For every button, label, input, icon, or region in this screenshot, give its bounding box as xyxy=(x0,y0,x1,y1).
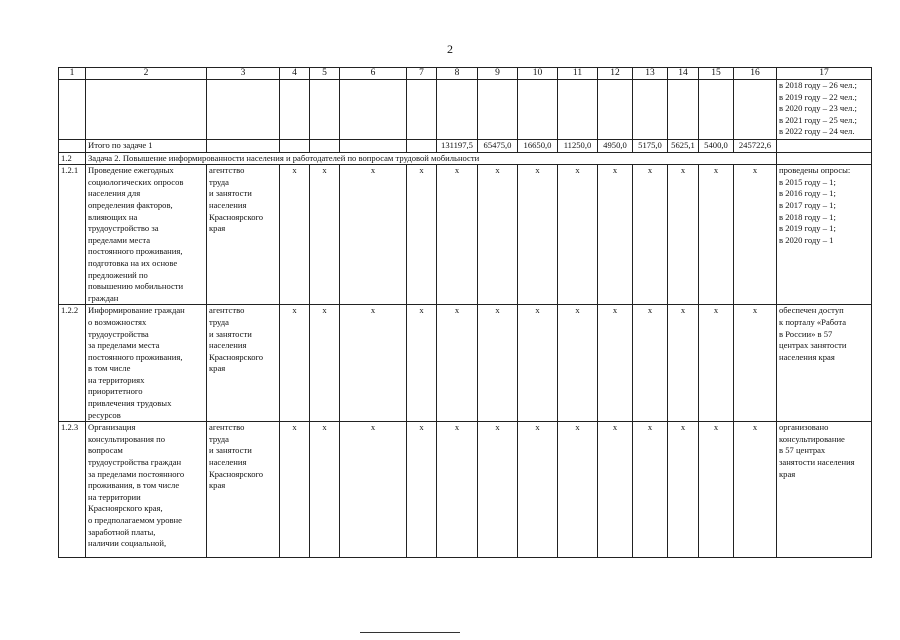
x-mark: х xyxy=(310,305,340,422)
col-header: 1 xyxy=(59,68,86,80)
x-mark: х xyxy=(668,305,699,422)
task-title: Задача 2. Повышение информированности населения и работодателей по вопросам трудовой мобильности xyxy=(86,152,777,165)
x-mark: х xyxy=(437,422,478,558)
total-value: 5625,1 xyxy=(668,140,699,153)
result-cell: организовано консультирование в 57 центрах занятости населения края xyxy=(777,422,872,558)
x-mark: х xyxy=(437,305,478,422)
responsible-agency: агентство труда и занятости населения Красноярского края xyxy=(207,422,280,558)
x-mark: х xyxy=(633,422,668,558)
col-header: 16 xyxy=(734,68,777,80)
x-mark: х xyxy=(598,422,633,558)
table-row xyxy=(59,165,872,305)
total-value: 11250,0 xyxy=(558,140,598,153)
col-header: 10 xyxy=(518,68,558,80)
x-mark: х xyxy=(598,165,633,305)
total-value: 5175,0 xyxy=(633,140,668,153)
total-value: 65475,0 xyxy=(478,140,518,153)
header-row xyxy=(59,68,872,80)
col-header: 3 xyxy=(207,68,280,80)
x-mark: х xyxy=(478,305,518,422)
col-header: 13 xyxy=(633,68,668,80)
table-row xyxy=(59,305,872,422)
x-mark: х xyxy=(558,422,598,558)
x-mark: х xyxy=(558,305,598,422)
x-mark: х xyxy=(280,422,310,558)
x-mark: х xyxy=(734,165,777,305)
x-mark: х xyxy=(518,305,558,422)
total-value: 5400,0 xyxy=(699,140,734,153)
col-header: 8 xyxy=(437,68,478,80)
total-label: Итого по задаче 1 xyxy=(86,140,207,153)
x-mark: х xyxy=(407,165,437,305)
responsible-agency: агентство труда и занятости населения Красноярского края xyxy=(207,165,280,305)
x-mark: х xyxy=(699,165,734,305)
x-mark: х xyxy=(478,422,518,558)
measure-name: Организация консультирования по вопросам трудоустройства граждан за пределами постоянного проживания, в том числе на территории Красноярского края, о предполагаемом уровне заработной платы, наличии социальной, xyxy=(86,422,207,558)
col-header: 5 xyxy=(310,68,340,80)
x-mark: х xyxy=(280,305,310,422)
x-mark: х xyxy=(518,422,558,558)
x-mark: х xyxy=(340,422,407,558)
result-cell: в 2018 году – 26 чел.; в 2019 году – 22 чел.; в 2020 году – 23 чел.; в 2021 году – 25 чел.; в 2022 году – 24 чел. xyxy=(777,80,872,140)
x-mark: х xyxy=(633,165,668,305)
x-mark: х xyxy=(734,305,777,422)
footer-divider xyxy=(360,632,460,633)
col-header: 11 xyxy=(558,68,598,80)
row-number: 1.2.1 xyxy=(59,165,86,305)
x-mark: х xyxy=(633,305,668,422)
row-number: 1.2.2 xyxy=(59,305,86,422)
col-header: 2 xyxy=(86,68,207,80)
row-number: 1.2.3 xyxy=(59,422,86,558)
responsible-agency: агентство труда и занятости населения Красноярского края xyxy=(207,305,280,422)
col-header: 15 xyxy=(699,68,734,80)
total-value: 16650,0 xyxy=(518,140,558,153)
x-mark: х xyxy=(280,165,310,305)
x-mark: х xyxy=(699,305,734,422)
x-mark: х xyxy=(668,422,699,558)
page-number: 2 xyxy=(447,42,453,56)
total-row xyxy=(59,140,872,153)
x-mark: х xyxy=(558,165,598,305)
result-cell: проведены опросы: в 2015 году – 1; в 2016 году – 1; в 2017 году – 1; в 2018 году – 1; в 2019 году – 1; в 2020 году – 1 xyxy=(777,165,872,305)
x-mark: х xyxy=(598,305,633,422)
total-value: 245722,6 xyxy=(734,140,777,153)
task-row xyxy=(59,152,872,165)
measure-name: Информирование граждан о возможностях трудоустройства за пределами места постоянного проживания, в том числе на территориях приоритетного привлечения трудовых ресурсов xyxy=(86,305,207,422)
task-number: 1.2 xyxy=(59,152,86,165)
total-value: 131197,5 xyxy=(437,140,478,153)
x-mark: х xyxy=(437,165,478,305)
result-cell: обеспечен доступ к порталу «Работа в России» в 57 центрах занятости населения края xyxy=(777,305,872,422)
table-row xyxy=(59,422,872,558)
x-mark: х xyxy=(407,305,437,422)
x-mark: х xyxy=(310,165,340,305)
x-mark: х xyxy=(340,305,407,422)
col-header: 12 xyxy=(598,68,633,80)
col-header: 17 xyxy=(777,68,872,80)
x-mark: х xyxy=(518,165,558,305)
x-mark: х xyxy=(340,165,407,305)
continuation-row xyxy=(59,80,872,140)
program-table xyxy=(58,67,872,558)
x-mark: х xyxy=(668,165,699,305)
x-mark: х xyxy=(734,422,777,558)
x-mark: х xyxy=(310,422,340,558)
col-header: 4 xyxy=(280,68,310,80)
col-header: 9 xyxy=(478,68,518,80)
col-header: 6 xyxy=(340,68,407,80)
col-header: 7 xyxy=(407,68,437,80)
x-mark: х xyxy=(699,422,734,558)
col-header: 14 xyxy=(668,68,699,80)
total-value: 4950,0 xyxy=(598,140,633,153)
x-mark: х xyxy=(407,422,437,558)
measure-name: Проведение ежегодных социологических опросов населения для определения факторов, влияющих на трудоустройство за пределами места постоянного проживания, подготовка на их основе предложений по повышению мобильности граждан xyxy=(86,165,207,305)
x-mark: х xyxy=(478,165,518,305)
